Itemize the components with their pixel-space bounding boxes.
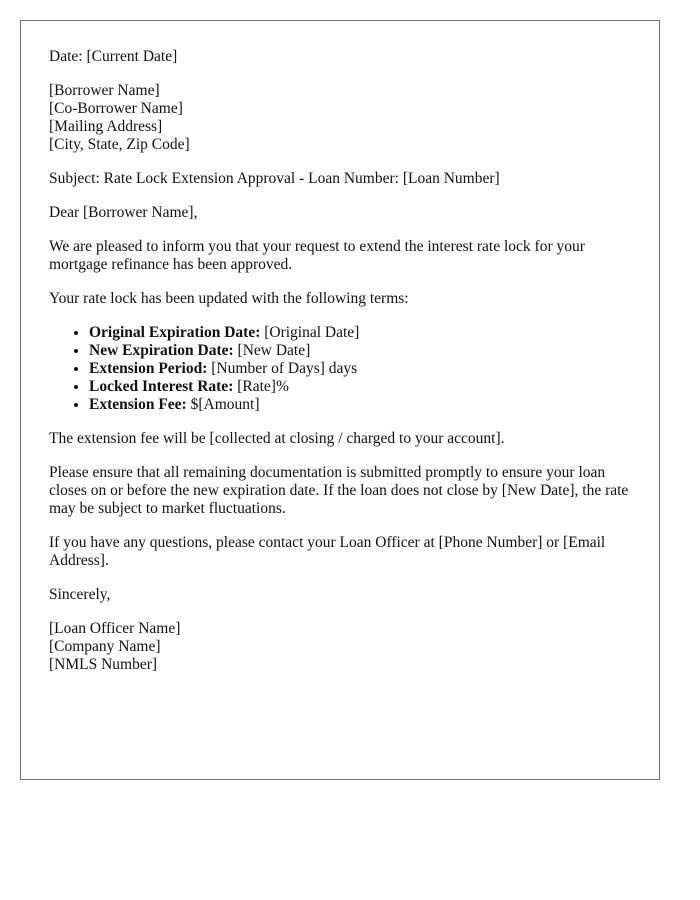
- term-label: Extension Period:: [89, 360, 208, 377]
- recipient-co-borrower-name: [Co-Borrower Name]: [49, 100, 183, 117]
- term-label: Locked Interest Rate:: [89, 378, 234, 395]
- term-original-expiration: [89, 324, 639, 342]
- intro-paragraph: We are pleased to inform you that your request to extend the interest rate lock for your mortgage refinance has been approved.: [49, 238, 585, 273]
- term-value: [Rate]%: [233, 378, 289, 395]
- closing-line: Sincerely,: [49, 586, 111, 603]
- salutation: Dear [Borrower Name],: [49, 204, 198, 221]
- fee-note-paragraph: The extension fee will be [collected at closing / charged to your account].: [49, 430, 505, 447]
- term-value: [Number of Days] days: [207, 360, 358, 377]
- term-extension-period: [89, 360, 639, 378]
- term-label: Original Expiration Date:: [89, 324, 261, 341]
- signature-loan-officer: [Loan Officer Name]: [49, 620, 181, 637]
- date-line: Date: [Current Date]: [49, 48, 178, 65]
- signature-nmls: [NMLS Number]: [49, 656, 158, 673]
- term-value: $[Amount]: [186, 396, 260, 413]
- term-locked-rate: [89, 378, 639, 396]
- documentation-paragraph: Please ensure that all remaining documentation is submitted promptly to ensure your loan closes on or before the new expiration date. If the loan does not close by [New Date], the rate may be subject to market fluctuations.: [49, 464, 629, 517]
- term-new-expiration: [89, 342, 639, 360]
- recipient-address-block: [49, 82, 639, 154]
- subject-line: Subject: Rate Lock Extension Approval - Loan Number: [Loan Number]: [49, 170, 500, 187]
- terms-list: [49, 324, 639, 414]
- term-label: Extension Fee:: [89, 396, 187, 413]
- contact-paragraph: If you have any questions, please contact your Loan Officer at [Phone Number] or [Email Address].: [49, 534, 606, 569]
- signature-block: [49, 620, 639, 674]
- recipient-mailing-address: [Mailing Address]: [49, 118, 163, 135]
- term-value: [Original Date]: [260, 324, 360, 341]
- recipient-city-state-zip: [City, State, Zip Code]: [49, 136, 190, 153]
- recipient-borrower-name: [Borrower Name]: [49, 82, 160, 99]
- letter-body: [49, 48, 639, 690]
- signature-company: [Company Name]: [49, 638, 161, 655]
- term-label: New Expiration Date:: [89, 342, 234, 359]
- term-value: [New Date]: [233, 342, 311, 359]
- terms-intro: Your rate lock has been updated with the following terms:: [49, 290, 409, 307]
- term-extension-fee: [89, 396, 639, 414]
